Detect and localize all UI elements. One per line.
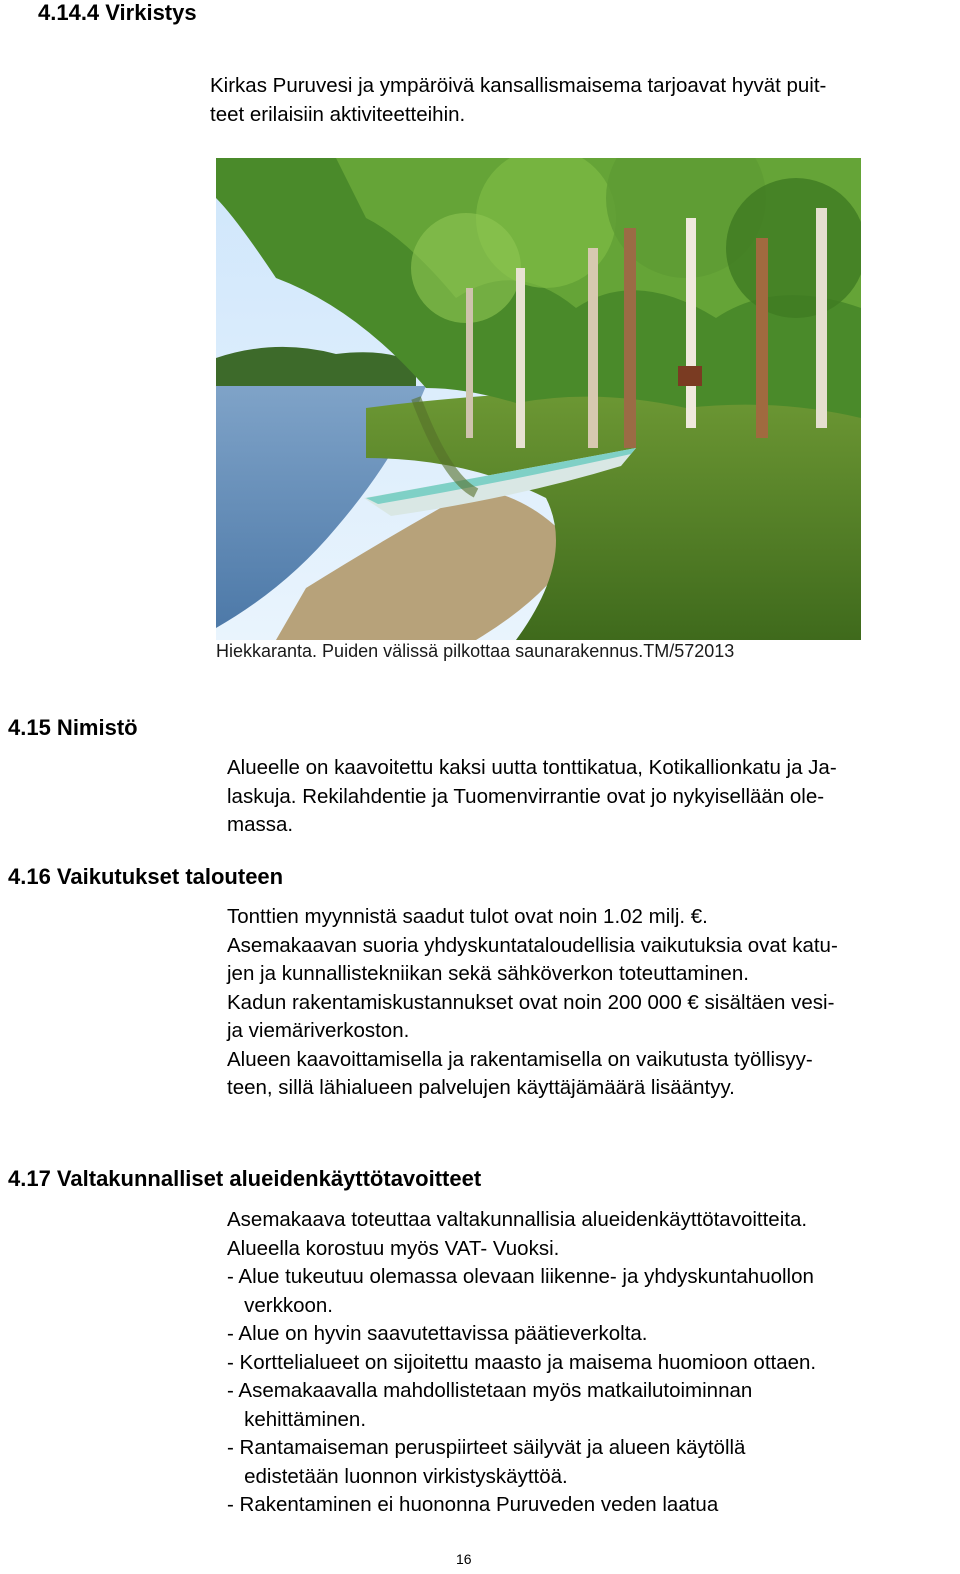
text-line: Kirkas Puruvesi ja ympäröivä kansallismaisema tarjoavat hyvät puit-	[210, 74, 827, 97]
bullet-line: - Rantamaiseman peruspiirteet säilyvät ja alueen käytöllä	[227, 1436, 746, 1459]
section-heading-valtakunnalliset-tavoitteet: 4.17 Valtakunnalliset alueidenkäyttötavoitteet	[8, 1166, 482, 1191]
text-line: Alueella korostuu myös VAT- Vuoksi.	[227, 1236, 560, 1260]
text-line: teen, sillä lähialueen palvelujen käyttäjämäärä lisääntyy.	[227, 1076, 735, 1099]
bullet-line: - Alue tukeutuu olemassa olevaan liikenne- ja yhdyskuntahuollon	[227, 1265, 814, 1288]
page-number: 16	[456, 1551, 472, 1567]
section-heading-vaikutukset-talouteen: 4.16 Vaikutukset talouteen	[8, 864, 284, 889]
text-line: massa.	[227, 813, 294, 836]
text-line: Tonttien myynnistä saadut tulot ovat noin 1.02 milj. €.	[227, 905, 708, 928]
bullet-line: - Rakentaminen ei huononna Puruveden veden laatua	[227, 1493, 719, 1516]
bullet-line: - Asemakaavalla mahdollistetaan myös matkailutoiminnan	[227, 1379, 753, 1402]
text-line: Alueen kaavoittamisella ja rakentamisella on vaikutusta työllisyy-	[227, 1047, 813, 1071]
text-line: ja viemäriverkoston.	[227, 1019, 410, 1042]
text-line: laskuja. Rekilahdentie ja Tuomenvirrantie ovat jo nykyisellään ole-	[227, 784, 825, 808]
nimisto-paragraph	[227, 754, 837, 840]
section-heading-virkistys: 4.14.4 Virkistys	[38, 0, 197, 25]
text-line: Alueelle on kaavoitettu kaksi uutta tonttikatua, Kotikallionkatu ja Ja-	[227, 756, 837, 779]
bullet-line: - Korttelialueet on sijoitettu maasto ja maisema huomioon ottaen.	[227, 1350, 817, 1374]
text-line: Asemakaava toteuttaa valtakunnallisia alueidenkäyttötavoitteita.	[227, 1208, 808, 1231]
virkistys-paragraph	[210, 72, 826, 129]
bullet-line: - Alue on hyvin saavutettavissa päätieverkolta.	[227, 1322, 648, 1345]
text-line: Asemakaavan suoria yhdyskuntataloudellisia vaikutuksia ovat katu-	[227, 933, 838, 957]
lake-shore-photo	[216, 158, 861, 640]
vat-paragraph	[227, 1206, 816, 1520]
section-heading-nimisto: 4.15 Nimistö	[8, 715, 138, 740]
text-line: Kadun rakentamiskustannukset ovat noin 200 000 € sisältäen vesi-	[227, 990, 835, 1014]
talous-paragraph	[227, 903, 838, 1103]
text-line: teet erilaisiin aktiviteetteihin.	[210, 102, 466, 126]
bullet-continuation: edistetään luonnon virkistyskäyttöä.	[227, 1464, 568, 1488]
bullet-continuation: kehittäminen.	[227, 1407, 367, 1431]
bullet-continuation: verkkoon.	[227, 1293, 333, 1317]
text-line: jen ja kunnallistekniikan sekä sähköverkon toteuttaminen.	[227, 962, 749, 985]
photo-caption: Hiekkaranta. Puiden välissä pilkottaa saunarakennus.TM/572013	[216, 641, 735, 661]
